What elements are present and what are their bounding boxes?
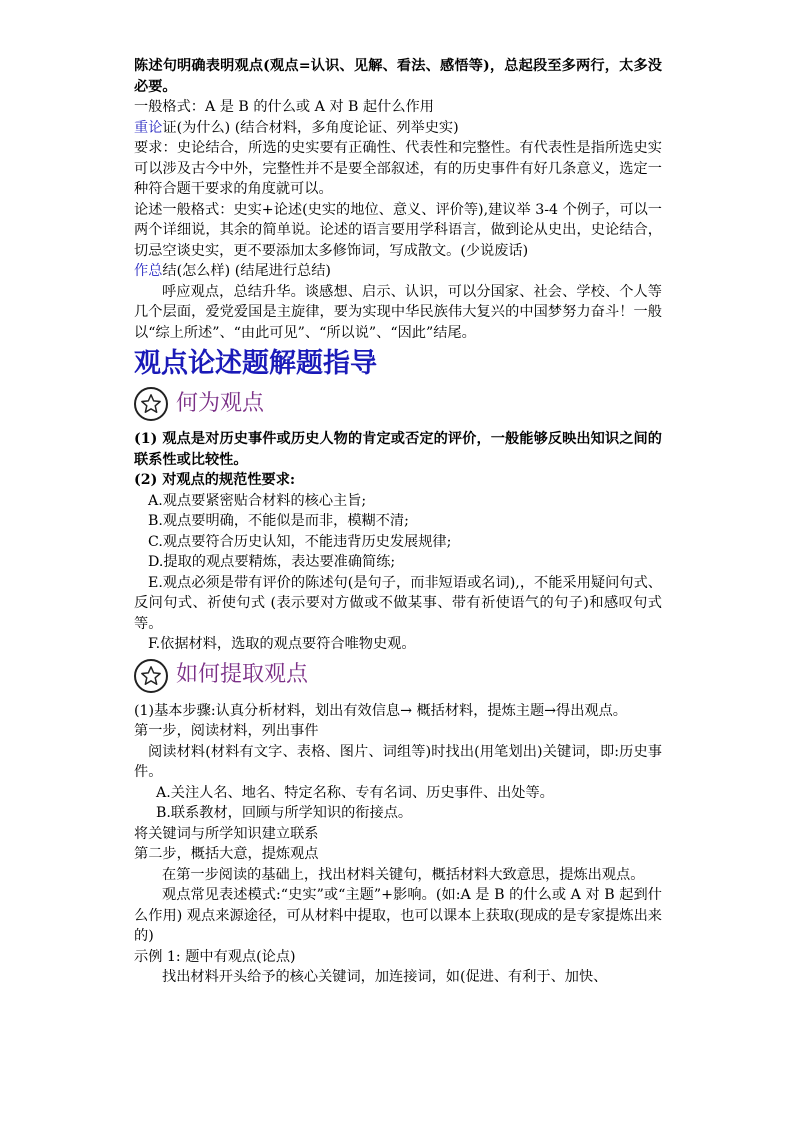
- paragraph-expression-pattern: 观点常见表述模式:“史实”或“主题”+影响。(如:A 是 B 的什么或 A 对 B 起到什么作用) 观点来源途径，可从材料中提取，也可以课本上获取(现成的是专家提炼出来的): [134, 887, 662, 944]
- star-icon: [134, 387, 168, 421]
- list-item: B.联系教材，回顾与所学知识的衔接点。: [156, 805, 413, 821]
- paragraph-viewpoint-definition: (1) 观点是对历史事件或历史人物的肯定或否定的评价，一般能够反映出知识之间的联系性或比较性。: [134, 431, 662, 468]
- list-item: D.提取的观点要精炼，表达要准确简练;: [148, 554, 396, 570]
- star-icon: [134, 659, 168, 693]
- list-item: A.观点要紧密贴合材料的核心主旨;: [148, 492, 367, 509]
- list-item: F.依据材料，选取的观点要符合唯物史观。: [148, 636, 416, 652]
- paragraph-summary-heading: [134, 261, 662, 282]
- summary-heading-label: 作总: [134, 263, 163, 279]
- paragraph-argument-heading: [134, 118, 662, 139]
- paragraph-example-one: 示例 1: 题中有观点(论点): [134, 948, 296, 965]
- list-item: E.观点必须是带有评价的陈述句(是句子，而非短语或名词),，不能采用疑问句式、反问句式、祈使句式 (表示要对方做或不做某事、带有祈使语气的句子)和感叹句式等。: [134, 574, 662, 632]
- page-title: 观点论述题解题指导: [134, 348, 377, 379]
- paragraph-step-two-body: 在第一步阅读的基础上，找出材料关键句，概括材料大致意思，提炼出观点。: [162, 866, 645, 883]
- paragraph-example-one-body: 找出材料开头给予的核心关键词，加连接词，如(促进、有利于、加快、: [162, 969, 608, 985]
- section-heading-extract-viewpoint: [134, 657, 662, 695]
- paragraph-basic-steps: (1)基本步骤:认真分析材料，划出有效信息→ 概括材料，提炼主题→得出观点。: [134, 702, 627, 719]
- paragraph-step-one-body: 阅读材料(材料有文字、表格、图片、词组等)时找出(用笔划出)关键词，即:历史事件。: [134, 743, 662, 780]
- section-heading-what-is-viewpoint: [134, 385, 662, 423]
- paragraph-link-knowledge: 将关键词与所学知识建立联系: [134, 825, 319, 842]
- paragraph-requirements: 要求：史论结合，所选的史实要有正确性、代表性和完整性。有代表性是指所选史实可以涉及古今中外，完整性并不是要全部叙述，有的历史事件有好几条意义，选定一种符合题干要求的角度就可以。: [134, 140, 662, 197]
- paragraph-thesis-statement: 陈述句明确表明观点(观点=认识、见解、看法、感悟等)，总起段至多两行，太多没必要。: [134, 58, 662, 95]
- argument-heading-text: 证(为什么) (结合材料，多角度论证、列举史实): [162, 119, 459, 136]
- section-title: 何为观点: [176, 390, 265, 416]
- paragraph-general-format: 一般格式：A 是 B 的什么或 A 对 B 起什么作用: [134, 99, 434, 115]
- paragraph-step-two: 第二步，概括大意，提炼观点: [134, 846, 319, 862]
- paragraph-summary-body: 呼应观点，总结升华。谈感想、启示、认识，可以分国家、社会、学校、个人等几个层面，爱党爱国是主旋律，要为实现中华民族伟大复兴的中国梦努力奋斗！一般以“综上所述”、“由此可见”、“所以说”、“因此”结尾。: [134, 283, 662, 341]
- summary-heading-text: 结(怎么样) (结尾进行总结): [162, 263, 331, 279]
- paragraph-argument-format: 论述一般格式：史实+论述(史实的地位、意义、评价等),建议举 3-4 个例子，可以一两个详细说，其余的简单说。论述的语言要用学科语言，做到论从史出，史论结合，切忌空谈史实，更不要添加太多修饰词，写成散文。(少说废话): [134, 201, 662, 259]
- paragraph-step-one: 第一步，阅读材料，列出事件: [134, 723, 319, 739]
- list-item: B.观点要明确，不能似是而非，模糊不清;: [148, 513, 409, 529]
- document-body: [134, 56, 662, 988]
- argument-heading-label: 重论: [134, 119, 163, 136]
- paragraph-viewpoint-requirements: (2) 对观点的规范性要求:: [134, 472, 296, 488]
- list-item: A.关注人名、地名、特定名称、专有名词、历史事件、出处等。: [156, 784, 554, 801]
- section-title: 如何提取观点: [176, 662, 309, 688]
- list-item: C.观点要符合历史认知，不能违背历史发展规律;: [148, 533, 452, 550]
